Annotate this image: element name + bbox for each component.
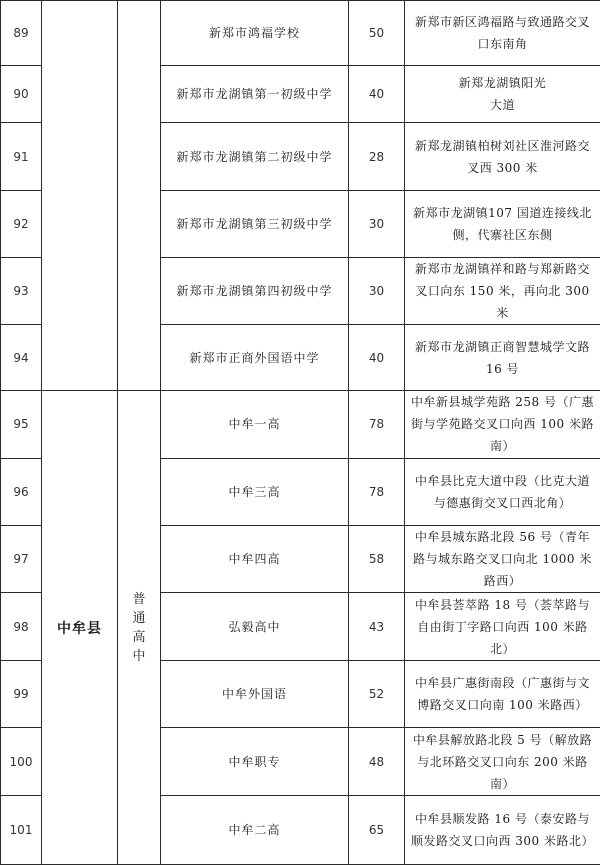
capacity-value: 50 <box>349 1 405 66</box>
school-name: 弘毅高中 <box>161 592 349 660</box>
capacity-value: 78 <box>349 391 405 458</box>
capacity-value: 28 <box>349 123 405 190</box>
school-name: 中牟外国语 <box>161 661 349 728</box>
row-number: 101 <box>1 795 42 864</box>
capacity-value: 48 <box>349 728 405 795</box>
capacity-value: 58 <box>349 525 405 592</box>
capacity-value: 30 <box>349 257 405 324</box>
school-address: 中牟县顺发路 16 号（泰安路与顺发路交叉口向西 300 米路北） <box>405 795 600 864</box>
school-name: 中牟三高 <box>161 458 349 525</box>
school-name: 新郑市龙湖镇第一初级中学 <box>161 66 349 123</box>
school-name: 新郑市龙湖镇第二初级中学 <box>161 123 349 190</box>
county-name: 中牟县 <box>42 391 118 865</box>
row-number: 90 <box>1 66 42 123</box>
school-address: 中牟县荟萃路 18 号（荟萃路与自由街丁字路口向西 100 米路北） <box>405 592 600 660</box>
school-address: 中牟县比克大道中段（比克大道与德惠街交叉口西北角） <box>405 458 600 525</box>
row-number: 98 <box>1 592 42 660</box>
capacity-value: 78 <box>349 458 405 525</box>
school-address: 中牟新县城学苑路 258 号（广惠街与学苑路交叉口向西 100 米路南） <box>405 391 600 458</box>
school-address: 新郑市龙湖镇正商智慧城学文路 16 号 <box>405 325 600 391</box>
school-address: 新郑龙湖镇柏树刘社区淮河路交叉西 300 米 <box>405 123 600 190</box>
row-number: 96 <box>1 458 42 525</box>
row-number: 99 <box>1 661 42 728</box>
school-name: 新郑市龙湖镇第三初级中学 <box>161 190 349 257</box>
school-name: 中牟一高 <box>161 391 349 458</box>
county-cell-empty <box>42 1 118 391</box>
capacity-value: 40 <box>349 325 405 391</box>
school-address: 新郑市新区鸿福路与致通路交叉口东南角 <box>405 1 600 66</box>
school-name: 中牟四高 <box>161 525 349 592</box>
school-name: 中牟二高 <box>161 795 349 864</box>
table-row <box>1 1 600 66</box>
row-number: 97 <box>1 525 42 592</box>
school-name: 中牟职专 <box>161 728 349 795</box>
school-address: 新郑龙湖镇阳光 大道 <box>405 66 600 123</box>
row-number: 93 <box>1 257 42 324</box>
row-number: 100 <box>1 728 42 795</box>
school-address: 新郑市龙湖镇107 国道连接线北侧，代寨社区东侧 <box>405 190 600 257</box>
row-number: 89 <box>1 1 42 66</box>
school-name: 新郑市正商外国语中学 <box>161 325 349 391</box>
capacity-value: 30 <box>349 190 405 257</box>
school-address: 中牟县解放路北段 5 号（解放路与北环路交叉口向东 200 米路南） <box>405 728 600 795</box>
table-row <box>1 391 600 458</box>
capacity-value: 52 <box>349 661 405 728</box>
school-name: 新郑市龙湖镇第四初级中学 <box>161 257 349 324</box>
school-address: 中牟县城东路北段 56 号（青年路与城东路交叉口向北 1000 米路西） <box>405 525 600 592</box>
row-number: 94 <box>1 325 42 391</box>
row-number: 95 <box>1 391 42 458</box>
school-category <box>118 391 161 865</box>
school-name: 新郑市鸿福学校 <box>161 1 349 66</box>
capacity-value: 65 <box>349 795 405 864</box>
school-address: 新郑市龙湖镇祥和路与郑新路交叉口向东 150 米，再向北 300 米 <box>405 257 600 324</box>
capacity-value: 40 <box>349 66 405 123</box>
school-address: 中牟县广惠街南段（广惠街与文博路交叉口向南 100 米路西） <box>405 661 600 728</box>
row-number: 91 <box>1 123 42 190</box>
capacity-value: 43 <box>349 592 405 660</box>
row-number: 92 <box>1 190 42 257</box>
category-cell-empty <box>118 1 161 391</box>
school-category-text: 普通高中 <box>132 591 146 664</box>
